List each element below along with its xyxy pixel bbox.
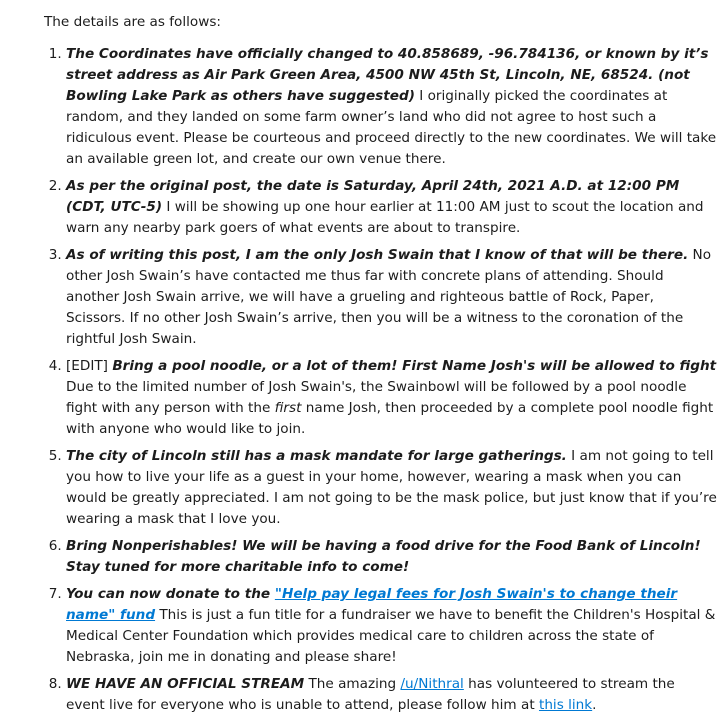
item-italic: first [274, 400, 302, 416]
item-text: The amazing [304, 676, 401, 692]
item-text: I am not going to tell you how to live your life as a guest in your home, however, wearing a mask when you can would be greatly appreciated. I am not going to be the mask police, but just know that if you’re wearing a mask that I love you. [66, 448, 717, 527]
item-text: Due to the limited number of Josh Swain's, the Swainbowl will be followed by a pool noodle fight with any person with the [66, 379, 687, 416]
item-emphasis: As per the original post, the date is Saturday, April 24th, 2021 A.D. at 12:00 PM (CDT, UTC-5) [66, 178, 680, 215]
item-text: No other Josh Swain’s have contacted me thus far with concrete plans of attending. Should another Josh Swain arrive, we will have a grueling and righteous battle of Rock, Paper, Scissors. If no other Josh Swain’s arrive, then you will be a witness to the coronation of the rightful Josh Swain. [66, 247, 712, 347]
item-emphasis: WE HAVE AN OFFICIAL STREAM [66, 676, 305, 692]
item-emphasis: Bring a pool noodle, or a lot of them! First Name Josh's will be allowed to fight [112, 358, 717, 374]
item-emphasis: As of writing this post, I am the only Josh Swain that I know of that will be there. [66, 247, 689, 263]
item-text: I originally picked the coordinates at random, and they landed on some farm owner’s land who did not agree to host such a ridiculous event. Please be courteous and proceed directly to the new coordinates. We will take an available green lot, and create our own venue there. [66, 88, 717, 167]
item-emphasis: The Coordinates have officially changed to 40.858689, -96.784136, or known by it’s street address as Air Park Green Area, 4500 NW 45th St, Lincoln, NE, 68524. (not Bowling Lake Park as others have suggested) [66, 46, 709, 104]
fund-link[interactable]: "Help pay legal fees for Josh Swain's to change their name" fund [66, 586, 678, 623]
details-list [44, 44, 717, 716]
item-text: I will be showing up one hour earlier at 11:00 AM just to scout the location and warn any nearby park goers of what events are about to transpire. [66, 199, 704, 236]
item-text: has volunteered to stream the event live for everyone who is unable to attend, please follow him at [66, 676, 675, 713]
list-item-donate [66, 584, 717, 668]
list-item-coordinates [66, 44, 717, 170]
user-link[interactable]: /u/Nithral [400, 676, 464, 692]
post-intro: The details are as follows: [44, 14, 222, 30]
item-text: This is just a fun title for a fundraiser we have to benefit the Children's Hospital & Medical Center Foundation which provides medical care to children across the state of Nebraska, join me in donating and please share! [66, 607, 716, 665]
list-item-pool-noodle [66, 356, 717, 440]
list-item-nonperishables [66, 536, 717, 578]
item-emphasis: You can now donate to the [66, 586, 275, 602]
list-item-date [66, 176, 717, 239]
item-prefix: [EDIT] [66, 358, 113, 374]
list-item-mask-mandate [66, 446, 717, 530]
item-text: . [592, 697, 597, 713]
item-text: name Josh, then proceeded by a complete pool noodle fight with anyone who would like to join. [66, 400, 714, 437]
stream-link[interactable]: this link [538, 697, 593, 713]
item-emphasis: Bring Nonperishables! We will be having a food drive for the Food Bank of Lincoln! Stay tuned for more charitable info to come! [66, 538, 701, 575]
list-item-stream [66, 674, 717, 716]
item-emphasis: The city of Lincoln still has a mask mandate for large gatherings. [66, 448, 567, 464]
list-item-only-josh [66, 245, 717, 350]
